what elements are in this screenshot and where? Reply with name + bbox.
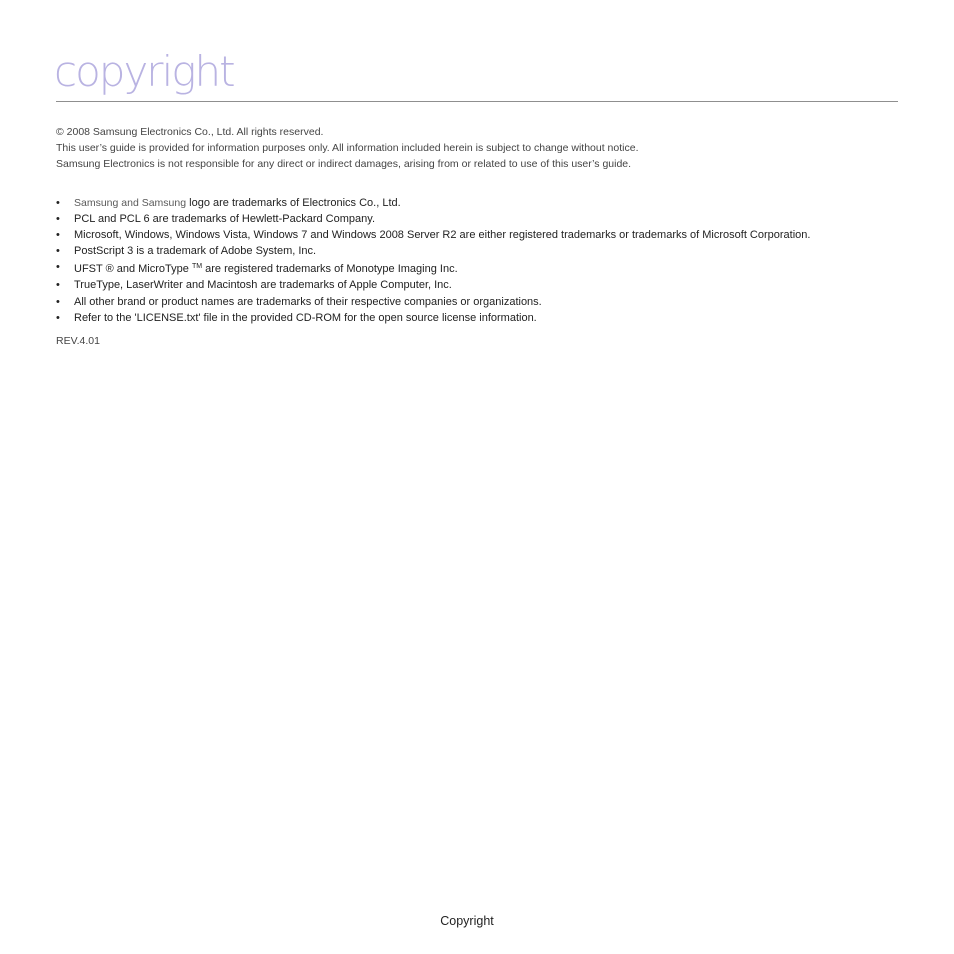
trademark-text: Refer to the 'LICENSE.txt' file in the provided CD-ROM for the open source license information. — [74, 311, 537, 324]
trademark-text: All other brand or product names are trademarks of their respective companies or organizations. — [74, 295, 542, 308]
title-divider — [56, 101, 898, 102]
copyright-line: © 2008 Samsung Electronics Co., Ltd. All rights reserved. — [56, 126, 324, 138]
bullet-icon: • — [56, 197, 60, 209]
bullet-icon: • — [56, 295, 60, 308]
disclaimer-line: This user’s guide is provided for information purposes only. All information included herein is subject to change without notice. — [56, 142, 639, 154]
trademark-text: PostScript 3 is a trademark of Adobe System, Inc. — [74, 245, 317, 258]
trademark-text: UFST ® and MicroType — [74, 263, 192, 276]
bullet-icon: • — [56, 311, 60, 324]
trademark-text: TrueType, LaserWriter and Macintosh are trademarks of Apple Computer, Inc. — [74, 279, 452, 292]
list-item — [56, 277, 916, 293]
trademark-text: are registered trademarks of Monotype Imaging Inc. — [202, 263, 458, 276]
trademark-text: logo are trademarks of Electronics Co., Ltd. — [186, 197, 401, 209]
bullet-icon: • — [56, 279, 60, 292]
bullet-icon: • — [56, 213, 60, 226]
list-item — [56, 195, 916, 211]
list-item — [56, 211, 916, 227]
trademark-text: Microsoft, Windows, Windows Vista, Windows 7 and Windows 2008 Server R2 are either registered trademarks or trademarks of Microsoft Corporation. — [74, 229, 811, 242]
brand-name: Samsung and Samsung — [74, 197, 187, 209]
footer-label: Copyright — [440, 914, 494, 928]
list-item — [56, 243, 916, 259]
list-item — [56, 259, 916, 277]
trademark-symbol: TM — [191, 263, 203, 271]
liability-line: Samsung Electronics is not responsible for any direct or indirect damages, arising from or related to use of this user’s guide. — [56, 158, 632, 170]
bullet-icon: • — [56, 261, 60, 274]
revision-number: REV.4.01 — [56, 335, 100, 347]
list-item — [56, 310, 916, 326]
list-item — [56, 294, 916, 310]
trademark-list — [56, 195, 916, 326]
trademark-text: PCL and PCL 6 are trademarks of Hewlett-Packard Company. — [74, 213, 376, 226]
list-item — [56, 227, 916, 243]
bullet-icon: • — [56, 245, 60, 258]
page-title: copyright — [54, 47, 234, 96]
copyright-notice — [56, 124, 906, 172]
bullet-icon: • — [56, 229, 60, 242]
